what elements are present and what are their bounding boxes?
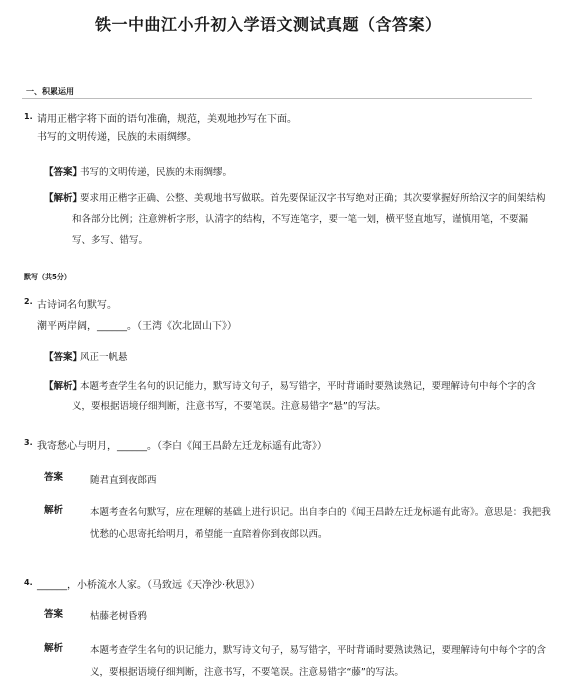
- question-line: 潮平两岸阔，______。（王湾《次北固山下》）: [37, 321, 237, 332]
- answer-text: 随君直到夜郎西: [90, 475, 157, 486]
- question-stem: ______，小桥流水人家。（马致远《天净沙·秋思》）: [37, 580, 261, 591]
- analysis-line: 写、多写、错写。: [72, 235, 149, 246]
- section-heading-dictation: 默写（共5分）: [24, 273, 71, 281]
- answer-text: 枯藤老树昏鸦: [90, 611, 148, 622]
- answer-tag: 【答案】: [44, 167, 83, 178]
- question-stem: 请用正楷字将下面的语句准确，规范，美观地抄写在下面。: [37, 114, 297, 125]
- question-number: 1.: [24, 112, 33, 121]
- analysis-tag: 解析: [44, 643, 64, 654]
- analysis-line: 本题考查学生名句的识记能力，默写诗文句子，易写错字，平时背诵时要熟读熟记，要理解诗句中每个字的含: [80, 381, 537, 392]
- analysis-line: 本题考查名句默写，应在理解的基础上进行识记。出自李白的《闻王昌龄左迁龙标遥有此寄》。意思是：我把我: [90, 507, 551, 518]
- section-divider: [22, 98, 532, 99]
- answer-tag: 【答案】: [44, 352, 83, 363]
- analysis-tag: 【解析】: [44, 381, 83, 392]
- analysis-line: 义，要根据语境仔细判断，注意书写，不要笔误。注意易错字“悬”的写法。: [72, 401, 386, 412]
- analysis-line: 义，要根据语境仔细判断，注意书写，不要笔误。注意易错字“藤”的写法。: [90, 667, 404, 678]
- question-sentence: 书写的文明传递，民族的未雨绸缪。: [37, 132, 197, 143]
- analysis-line: 本题考查学生名句的识记能力，默写诗文句子，易写错字，平时背诵时要熟读熟记，要理解诗句中每个字的含: [90, 645, 547, 656]
- question-number: 3.: [24, 438, 33, 447]
- question-stem: 古诗词名句默写。: [37, 300, 117, 311]
- answer-tag: 答案: [44, 609, 64, 620]
- question-number: 2.: [24, 297, 33, 306]
- question-stem: 我寄愁心与明月，______。（李白《闻王昌龄左迁龙标遥有此寄》）: [37, 441, 327, 452]
- analysis-tag: 【解析】: [44, 193, 83, 204]
- analysis-line: 忧愁的心思寄托给明月，希望能一直陪着你到夜郎以西。: [90, 529, 328, 540]
- answer-text: 书写的文明传递，民族的未雨绸缪。: [80, 167, 233, 178]
- answer-text: 风正一帆悬: [80, 352, 128, 363]
- analysis-line: 和各部分比例；注意辨析字形，认清字的结构，不写连笔字，要一笔一划，横平竖直地写，谨慎用笔，不要漏: [72, 214, 529, 225]
- analysis-line: 要求用正楷字正确、公整、美观地书写做联。首先要保证汉字书写绝对正确；其次要掌握好所给汉字的间架结构: [80, 193, 546, 204]
- section-heading-accumulation: 一、积累运用: [26, 87, 74, 96]
- question-number: 4.: [24, 578, 33, 587]
- page-title: 铁一中曲江小升初入学语文测试真题（含答案）: [95, 15, 442, 34]
- analysis-tag: 解析: [44, 505, 64, 516]
- answer-tag: 答案: [44, 472, 64, 483]
